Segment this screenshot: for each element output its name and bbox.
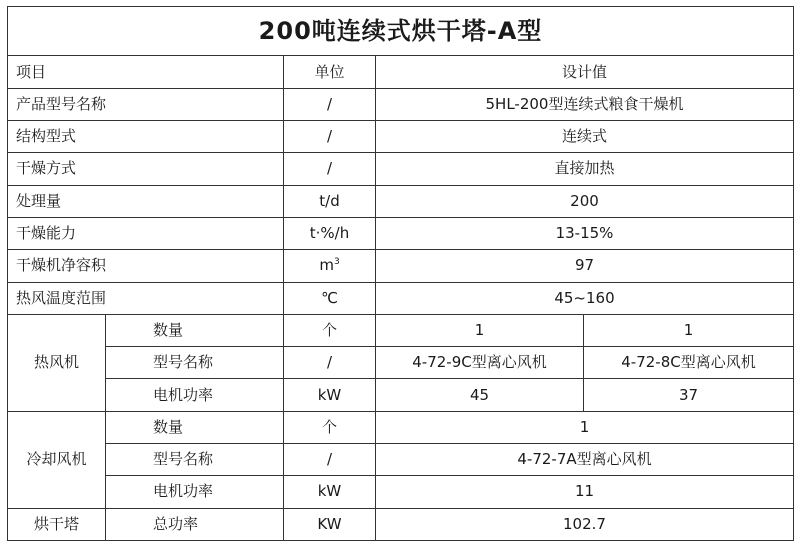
row-value: 连续式 — [376, 121, 794, 153]
row-label: 型号名称 — [106, 444, 284, 476]
header-unit: 单位 — [284, 56, 376, 88]
table-row — [8, 282, 794, 314]
row-unit: / — [284, 347, 376, 379]
table-row — [8, 411, 794, 443]
table-row — [8, 121, 794, 153]
table-row — [8, 217, 794, 249]
row-label: 干燥能力 — [8, 217, 284, 249]
row-label: 电机功率 — [106, 476, 284, 508]
row-value-b: 37 — [584, 379, 794, 411]
table-row — [8, 508, 794, 540]
row-label: 干燥机净容积 — [8, 250, 284, 282]
row-label: 电机功率 — [106, 379, 284, 411]
table-row — [8, 88, 794, 120]
row-label: 数量 — [106, 411, 284, 443]
header-value: 设计值 — [376, 56, 794, 88]
row-unit: t/d — [284, 185, 376, 217]
row-value-b: 4-72-8C型离心风机 — [584, 347, 794, 379]
group-label-dryer: 烘干塔 — [8, 508, 106, 540]
row-value: 13-15% — [376, 217, 794, 249]
row-value: 97 — [376, 250, 794, 282]
group-label-cooling-fan: 冷却风机 — [8, 411, 106, 508]
unit-superscript: 3 — [333, 257, 340, 268]
row-label: 干燥方式 — [8, 153, 284, 185]
row-unit: t·%/h — [284, 217, 376, 249]
row-value: 直接加热 — [376, 153, 794, 185]
row-value: 200 — [376, 185, 794, 217]
row-unit: / — [284, 121, 376, 153]
row-value: 45~160 — [376, 282, 794, 314]
row-label: 结构型式 — [8, 121, 284, 153]
row-value: 11 — [376, 476, 794, 508]
row-unit: kW — [284, 379, 376, 411]
row-unit: / — [284, 444, 376, 476]
row-value: 4-72-7A型离心风机 — [376, 444, 794, 476]
row-value: 102.7 — [376, 508, 794, 540]
table-title: 200吨连续式烘干塔-A型 — [8, 7, 794, 56]
row-value: 5HL-200型连续式粮食干燥机 — [376, 88, 794, 120]
row-unit: 个 — [284, 411, 376, 443]
table-header-row — [8, 56, 794, 88]
row-value-a: 1 — [376, 314, 584, 346]
header-item: 项目 — [8, 56, 284, 88]
row-value-b: 1 — [584, 314, 794, 346]
row-label: 处理量 — [8, 185, 284, 217]
row-label: 型号名称 — [106, 347, 284, 379]
group-label-hot-fan: 热风机 — [8, 314, 106, 411]
table-row — [8, 314, 794, 346]
table-row — [8, 185, 794, 217]
row-label: 产品型号名称 — [8, 88, 284, 120]
row-unit: ℃ — [284, 282, 376, 314]
table-row — [8, 250, 794, 282]
table-row — [8, 153, 794, 185]
table-row — [8, 444, 794, 476]
row-unit: / — [284, 153, 376, 185]
row-unit: KW — [284, 508, 376, 540]
table-row — [8, 347, 794, 379]
row-label: 热风温度范围 — [8, 282, 284, 314]
row-value-a: 45 — [376, 379, 584, 411]
row-label: 总功率 — [106, 508, 284, 540]
row-unit: / — [284, 88, 376, 120]
unit-base: m — [319, 256, 334, 275]
row-value-a: 4-72-9C型离心风机 — [376, 347, 584, 379]
table-row — [8, 379, 794, 411]
row-value: 1 — [376, 411, 794, 443]
spec-table — [7, 6, 794, 541]
row-unit: kW — [284, 476, 376, 508]
table-row — [8, 476, 794, 508]
row-unit — [284, 250, 376, 282]
row-label: 数量 — [106, 314, 284, 346]
row-unit: 个 — [284, 314, 376, 346]
